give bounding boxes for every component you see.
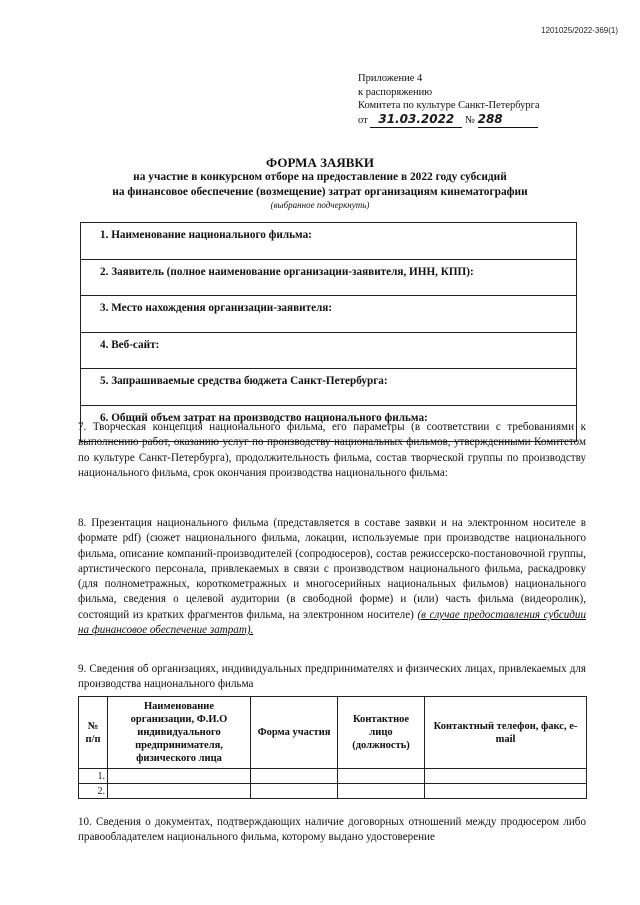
form-heading: ФОРМА ЗАЯВКИ: [266, 155, 374, 170]
participants-table: [78, 696, 587, 799]
handwritten-number: 288: [478, 113, 538, 129]
application-fields-table: [80, 222, 577, 442]
field-film-name[interactable]: 1. Наименование национального фильма:: [81, 223, 577, 260]
paragraph-9: 9. Сведения об организациях, индивидуальных предпринимателях и физических лицах, привлекаемых для производства национального фильма: [78, 663, 586, 691]
appendix-line-2: к распоряжению: [358, 86, 433, 98]
col-contact-info-header: Контактный телефон, факс, e-mail: [425, 697, 587, 769]
table-cell[interactable]: [251, 769, 338, 784]
field-location[interactable]: 3. Место нахождения организации-заявителя:: [81, 296, 577, 333]
table-cell[interactable]: [425, 784, 587, 799]
appendix-line-3: Комитета по культуре Санкт-Петербурга: [358, 100, 540, 112]
table-row: [79, 784, 587, 799]
paragraph-7: 7. Творческая концепция национального фильма, его параметры (в соответствии с требованиями к выполнению работ, оказанию услуг по производству национальных фильмов, утвержденными Комитетом по культуре Санкт-Петербурга), продолжительность фильма, состав творческой группы по производству национального фильма, срок окончания производства национального фильма:: [78, 421, 586, 479]
appendix-line-1: Приложение 4: [358, 73, 423, 84]
field-requested-funds[interactable]: 5. Запрашиваемые средства бюджета Санкт-Петербурга:: [81, 369, 577, 406]
underline-note: (выбранное подчеркнуть): [270, 200, 370, 210]
form-subtitle-1: на участие в конкурсном отборе на предоставление в 2022 году субсидий: [133, 171, 507, 183]
field-website[interactable]: 4. Веб-сайт:: [81, 332, 577, 369]
table-cell[interactable]: [338, 769, 425, 784]
table-header-row: [79, 697, 587, 769]
field-applicant[interactable]: 2. Заявитель (полное наименование организации-заявителя, ИНН, КПП):: [81, 259, 577, 296]
paragraph-10: 10. Сведения о документах, подтверждающих наличие договорных отношений между продюсером либо правообладателем национального фильма, которому выдано удостоверение: [78, 816, 586, 844]
table-cell[interactable]: [338, 784, 425, 799]
row-number: 2.: [79, 784, 108, 799]
row-number: 1.: [79, 769, 108, 784]
table-cell[interactable]: [108, 784, 251, 799]
document-number: 1201025/2022-369(1): [541, 26, 618, 35]
paragraph-8: [78, 516, 586, 638]
appendix-block: [358, 72, 540, 128]
table-cell[interactable]: [425, 769, 587, 784]
col-participation-header: Форма участия: [251, 697, 338, 769]
field-total-costs[interactable]: 6. Общий объем затрат на производство национального фильма:: [81, 405, 577, 442]
handwritten-date: 31.03.2022: [370, 113, 462, 129]
paragraph-8-text: 8. Презентация национального фильма (представляется в составе заявки и на электронном носителе в формате pdf) (сюжет национального фильма, локации, используемые при производстве национального фильма, описание компаний-производителей (сопродюсеров), состав режиссерско-постановочной группы, артистического персонала, привлекаемых в связи с производством национального фильма, раскадровку (для полнометражных, короткометражных и многосерийных национальных фильмов) национального фильма, сведения о целевой аудитории (в свободной форме) и (или) часть фильма (видеоролик), состоящий из кратких фрагментов фильма, на электронном носителе): [78, 517, 586, 621]
col-contact-person-header: Контактное лицо (должность): [338, 697, 425, 769]
from-label: от: [358, 114, 368, 126]
col-name-header: Наименование организации, Ф.И.О индивидуального предпринимателя, физического лица: [108, 697, 251, 769]
number-label: №: [464, 114, 475, 126]
col-number-header: № п/п: [79, 697, 108, 769]
table-cell[interactable]: [108, 769, 251, 784]
appendix-date-line: [358, 113, 540, 129]
table-cell[interactable]: [251, 784, 338, 799]
table-row: [79, 769, 587, 784]
paragraph-8-underlined: (в случае предоставления субсидии на финансовое обеспечение затрат).: [78, 608, 587, 637]
form-subtitle-2: на финансовое обеспечение (возмещение) затрат организациям кинематографии: [112, 186, 528, 198]
